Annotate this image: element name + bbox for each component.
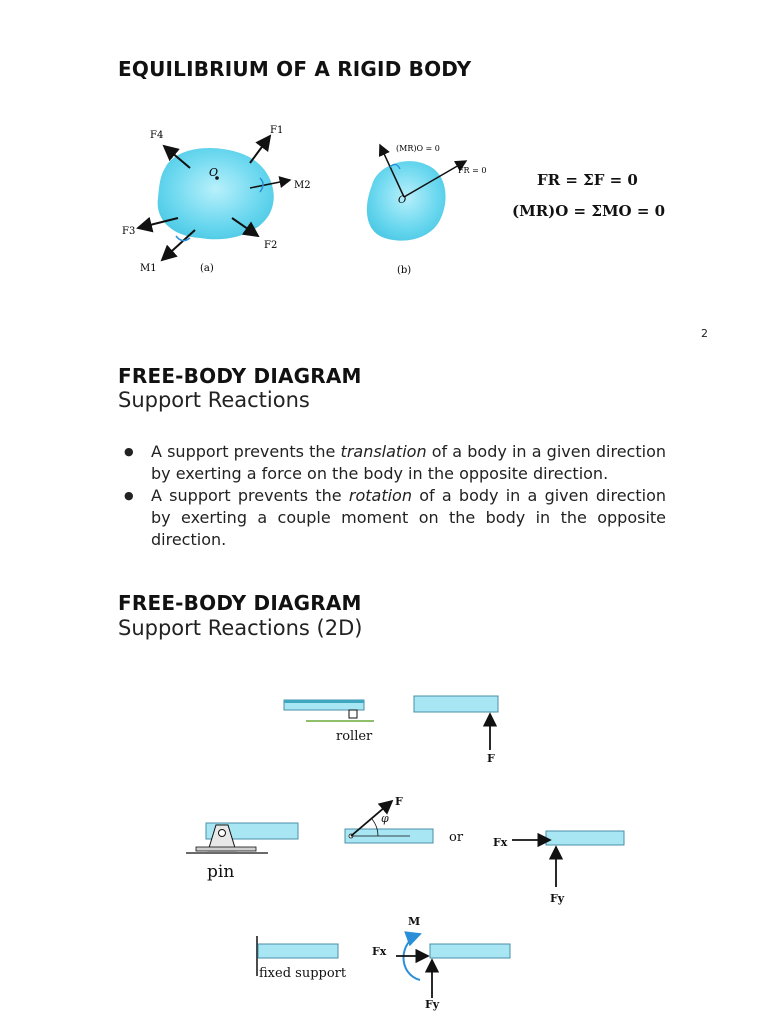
section1-title: EQUILIBRIUM OF A RIGID BODY [118,57,472,81]
roller-wheel [349,710,357,718]
fixed-fbd-beam [430,944,510,958]
section3-subtitle: Support Reactions (2D) [118,616,363,640]
label-f4: F4 [150,130,164,141]
rigid-body-figure-a [120,118,320,288]
label-f3: F3 [122,226,136,237]
section2-title: FREE-BODY DIAGRAM [118,364,362,388]
pin-components-beam [546,831,624,845]
bullet-item-translation: ● A support prevents the translation of a body in a given direction by exerting a force on the body in the opposite direction. [118,441,666,485]
figure-a-caption: (a) [200,263,214,274]
roller-caption: roller [336,729,373,744]
equation-moment-sum: (MR)O = ΣMO = 0 [512,202,666,220]
label-o-b: O [398,195,407,206]
roller-force-label: F [487,752,495,765]
fixed-caption: fixed support [259,966,347,981]
label-o-a: O [209,166,219,179]
label-mr-b: (MR)O = 0 [396,144,440,153]
pin-fx-label: Fx [493,836,508,849]
rigid-body-figure-b [352,125,502,285]
roller-support-diagram [280,690,510,770]
fixed-fx-label: Fx [372,945,387,958]
fixed-moment-arrow [404,934,421,980]
pin-caption: pin [207,862,235,882]
section2-subtitle: Support Reactions [118,388,310,412]
force-m1-arrow [162,230,195,260]
page-number: 2 [701,327,708,340]
pin-or-text: or [449,830,464,845]
label-f2: F2 [264,240,278,251]
bullet-item-rotation: ● A support prevents the rotation of a body in a given direction by exerting a couple moment on the body in the opposite direction. [118,485,666,551]
pin-angle-label: φ [381,812,389,825]
fixed-beam [258,944,338,958]
equation-force-sum: FR = ΣF = 0 [537,171,638,189]
section3-title: FREE-BODY DIAGRAM [118,591,362,615]
rigid-body-shape-b [367,161,446,241]
label-fr-b: FR = 0 [458,166,487,175]
pin-force-label: F [395,795,403,808]
label-f1: F1 [270,125,284,136]
roller-fbd-beam [414,696,498,712]
figure-b-caption: (b) [397,265,412,276]
force-f1-arrow [250,136,270,163]
label-m2: M2 [294,180,311,191]
fixed-fy-label: Fy [425,998,440,1011]
rigid-body-shape [158,148,274,239]
pin-hole [219,830,226,837]
fixed-moment-label: M [408,915,421,928]
label-m1: M1 [140,263,157,274]
pin-fy-label: Fy [550,892,565,905]
bullet-list [118,441,666,551]
